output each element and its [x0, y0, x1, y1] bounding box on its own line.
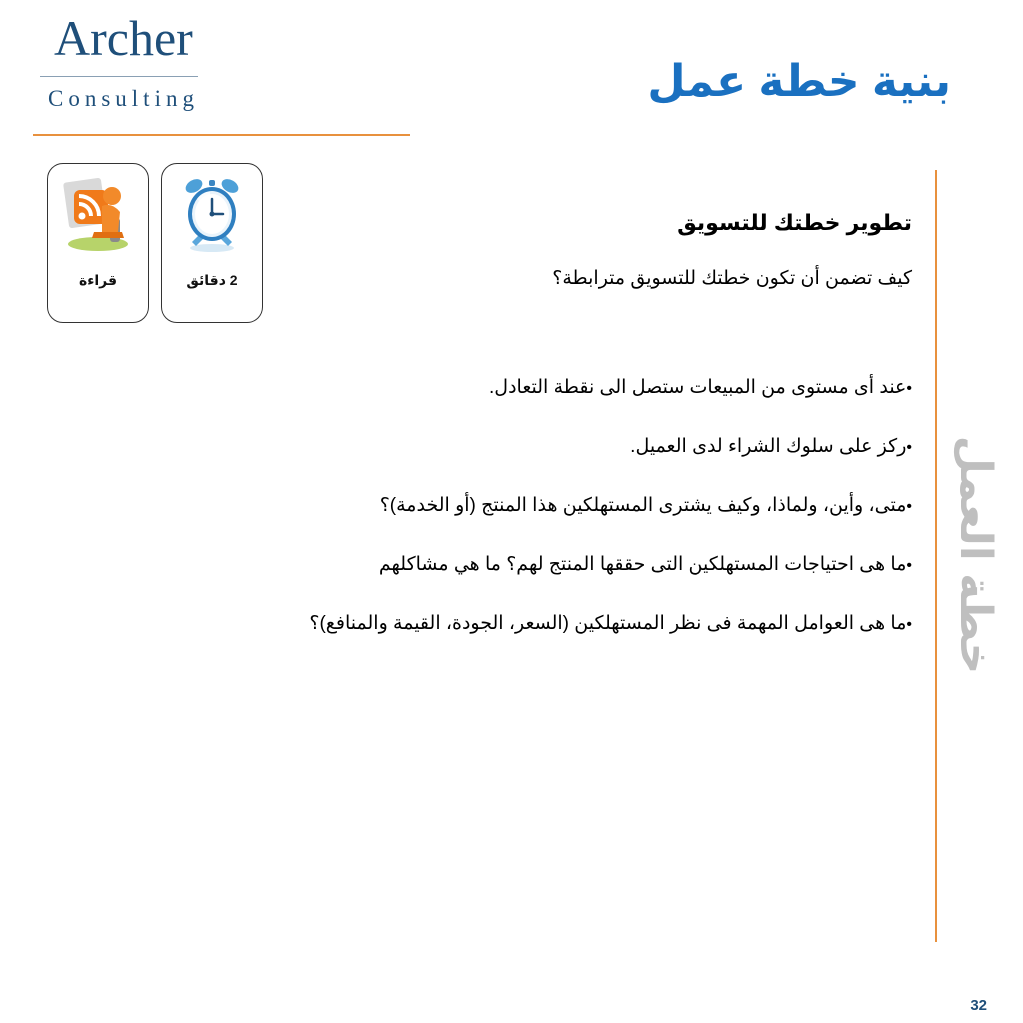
list-item	[112, 374, 912, 403]
list-item-text: ركز على سلوك الشراء لدى العميل.	[630, 436, 907, 457]
list-item-text: ما هى احتياجات المستهلكين التى حققها المنتج لهم؟ ما هي مشاكلهم	[378, 554, 907, 575]
side-section-label: خطة العمل	[951, 435, 1000, 675]
logo-divider	[40, 76, 198, 77]
vertical-divider	[935, 170, 937, 942]
logo-wordmark: Archer	[54, 10, 193, 66]
list-item-text: ما هى العوامل المهمة فى نظر المستهلكين (السعر، الجودة، القيمة والمنافع)؟	[309, 613, 907, 634]
reading-label: قراءة	[78, 272, 118, 288]
bullet-icon: •	[906, 380, 912, 397]
header-divider	[33, 134, 410, 136]
list-item-text: عند أى مستوى من المبيعات ستصل الى نقطة التعادل.	[489, 377, 907, 398]
bullet-icon: •	[906, 616, 912, 633]
section-heading: تطوير خطتك للتسويق	[677, 210, 912, 235]
page-number: 32	[970, 997, 987, 1014]
bullet-list	[112, 374, 912, 639]
list-item	[112, 610, 912, 639]
bullet-icon: •	[906, 498, 912, 515]
bullet-icon: •	[906, 439, 912, 456]
list-item	[112, 551, 912, 580]
slide-title: بنية خطة عمل	[647, 57, 951, 106]
lead-question: كيف تضمن أن تكون خطتك للتسويق مترابطة؟	[552, 268, 912, 289]
archer-consulting-logo	[40, 6, 200, 118]
list-item	[112, 492, 912, 521]
bullet-icon: •	[906, 557, 912, 574]
duration-label: 2 دقائق	[186, 272, 238, 288]
list-item-text: متى، وأين، ولماذا، وكيف يشترى المستهلكين هذا المنتج (أو الخدمة)؟	[379, 495, 907, 516]
logo-subtitle: Consulting	[48, 86, 199, 111]
list-item	[112, 433, 912, 462]
slide-body	[112, 206, 912, 669]
